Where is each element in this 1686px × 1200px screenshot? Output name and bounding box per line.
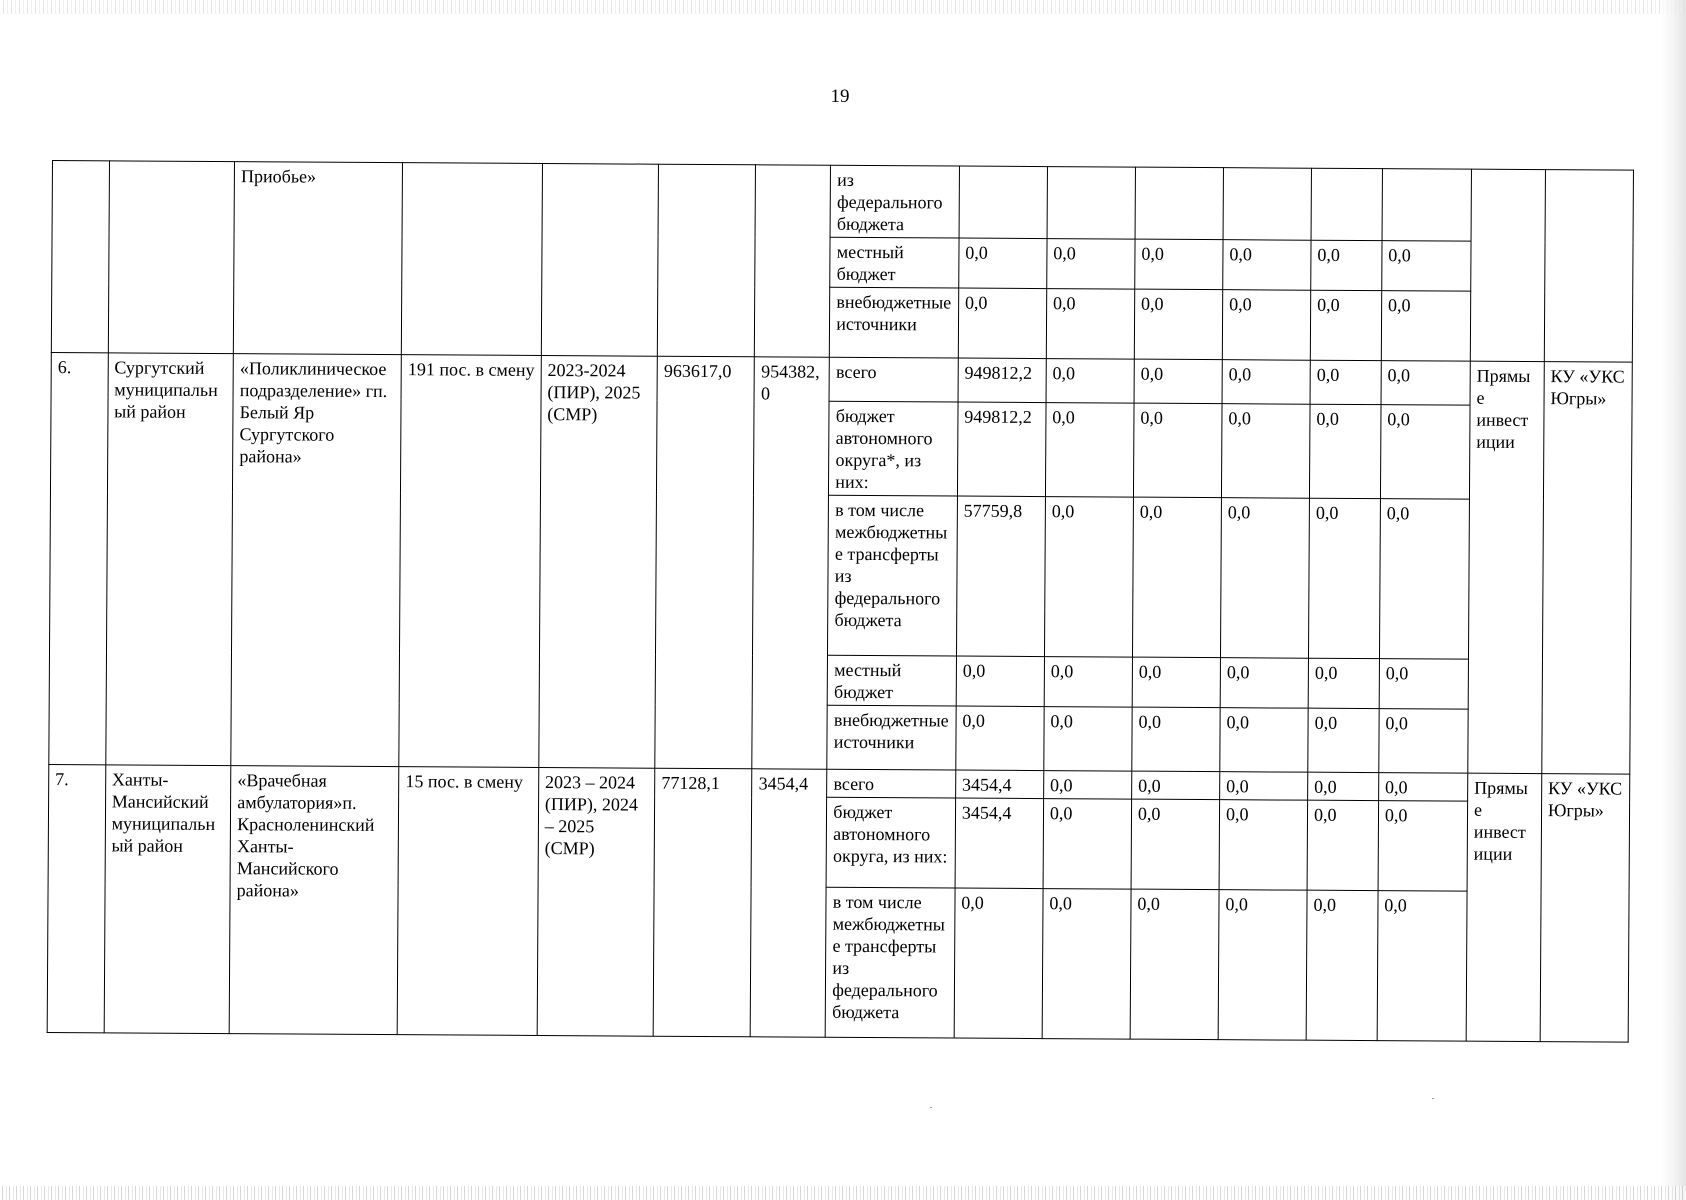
scan-bottom-edge: [0, 1186, 1686, 1200]
funding-value-cell: 0,0: [1133, 403, 1222, 498]
funding-value-cell: [1047, 167, 1135, 240]
capacity-cell: 15 пос. в смену: [397, 767, 538, 1036]
table-row: [51, 352, 1632, 406]
cost-remaining-cell: 3454,4: [751, 769, 828, 1037]
funding-source-label: из федерального бюджета: [830, 165, 959, 238]
capacity-cell: 191 пос. в смену: [399, 355, 541, 768]
funding-value-cell: 0,0: [1308, 498, 1380, 658]
funding-value-cell: 0,0: [1379, 499, 1469, 660]
funding-value-cell: 0,0: [1381, 291, 1470, 362]
table-row: [52, 161, 1633, 243]
funding-value-cell: 0,0: [1308, 772, 1379, 800]
funding-value-cell: 0,0: [1045, 403, 1134, 498]
funding-value-cell: 0,0: [1223, 240, 1311, 291]
funding-value-cell: 0,0: [1222, 290, 1310, 361]
funding-value-cell: [959, 166, 1047, 239]
funding-value-cell: 0,0: [1218, 890, 1307, 1041]
municipality-cell: Сургутский муниципальный район: [105, 353, 233, 766]
funding-source-label: в том числе межбюджетные трансферты из федерального бюджета: [825, 887, 954, 1038]
funding-value-cell: 0,0: [1046, 359, 1134, 404]
funding-value-cell: 0,0: [959, 238, 1047, 289]
funding-value-cell: 0,0: [1220, 658, 1308, 709]
funding-value-cell: 0,0: [1382, 241, 1471, 292]
funding-value-cell: 0,0: [1131, 799, 1220, 890]
funding-value-cell: 0,0: [956, 656, 1044, 707]
municipality-cell: Ханты-Мансийский муниципальный район: [104, 765, 231, 1034]
funding-value-cell: 0,0: [1306, 890, 1378, 1040]
funding-value-cell: 0,0: [1219, 800, 1308, 891]
funding-source-label: бюджет автономного округа*, из них:: [829, 401, 958, 496]
funding-value-cell: 0,0: [1308, 708, 1379, 772]
object-name-cell: «Поликлиническое подразделение» гп. Белый Яр Сургутского района»: [231, 354, 402, 767]
object-name-cell: Приобье»: [233, 162, 402, 355]
funding-value-cell: 0,0: [1042, 889, 1131, 1040]
funding-value-cell: 0,0: [1378, 773, 1467, 802]
funding-value-cell: 0,0: [1044, 657, 1132, 708]
investment-form-cell: [1470, 169, 1545, 361]
period-cell: [541, 163, 659, 356]
row-number-cell: 7.: [47, 764, 105, 1032]
cost-total-cell: [658, 164, 756, 357]
funding-value-cell: 0,0: [956, 706, 1044, 771]
funding-value-cell: 0,0: [1379, 659, 1468, 710]
funding-value-cell: [1311, 168, 1382, 240]
funding-value-cell: [1135, 167, 1223, 240]
funding-value-cell: 0,0: [1378, 801, 1468, 892]
funding-value-cell: [1223, 168, 1311, 241]
period-cell: 2023-2024 (ПИР), 2025 (СМР): [539, 355, 658, 768]
funding-value-cell: 0,0: [1134, 289, 1222, 360]
customer-cell: [1544, 170, 1633, 363]
scan-speck: [930, 1107, 932, 1108]
cost-remaining-cell: [755, 165, 831, 357]
funding-source-label: всего: [827, 769, 956, 798]
scan-speck: [1432, 1098, 1434, 1099]
funding-value-cell: 0,0: [1221, 404, 1310, 499]
funding-value-cell: 949812,2: [958, 358, 1046, 403]
customer-cell: КУ «УКС Югры»: [1542, 362, 1633, 775]
funding-value-cell: 0,0: [1132, 497, 1221, 658]
investment-form-cell: Прямые инвестиции: [1468, 361, 1544, 773]
funding-value-cell: 0,0: [1377, 891, 1467, 1042]
funding-value-cell: 3454,4: [955, 798, 1044, 889]
funding-value-cell: 0,0: [1222, 360, 1310, 405]
funding-source-label: в том числе межбюджетные трансферты из федерального бюджета: [828, 495, 958, 656]
funding-source-label: местный бюджет: [827, 655, 956, 706]
funding-value-cell: 0,0: [1044, 497, 1133, 658]
funding-value-cell: 0,0: [1132, 657, 1220, 708]
municipality-cell: [108, 161, 235, 354]
scan-right-shadow: [1660, 0, 1686, 1200]
funding-value-cell: 0,0: [1130, 889, 1219, 1040]
funding-value-cell: 57759,8: [956, 496, 1045, 657]
cost-remaining-cell: 954382,0: [752, 357, 829, 769]
funding-source-label: внебюджетные источники: [827, 705, 956, 770]
funding-value-cell: 0,0: [1047, 239, 1135, 290]
funding-value-cell: 0,0: [958, 288, 1046, 359]
funding-value-cell: 0,0: [1134, 359, 1222, 404]
row-number-cell: [51, 161, 109, 353]
funding-value-cell: 0,0: [1132, 707, 1220, 772]
funding-value-cell: 0,0: [1379, 709, 1468, 774]
funding-value-cell: 3454,4: [955, 770, 1043, 799]
funding-value-cell: [1382, 169, 1472, 242]
customer-cell: КУ «УКС Югры»: [1540, 774, 1630, 1043]
funding-value-cell: 0,0: [1135, 239, 1223, 290]
funding-value-cell: 0,0: [1043, 771, 1131, 800]
funding-value-cell: 0,0: [1220, 772, 1308, 801]
funding-value-cell: 0,0: [1380, 405, 1470, 500]
funding-source-label: бюджет автономного округа, из них:: [826, 797, 955, 888]
funding-value-cell: 0,0: [1046, 289, 1134, 360]
row-number-cell: 6.: [49, 352, 108, 764]
cost-total-cell: 77128,1: [653, 768, 752, 1037]
funding-value-cell: 0,0: [954, 888, 1043, 1039]
page-number: 19: [830, 86, 850, 107]
cost-total-cell: 963617,0: [655, 356, 755, 769]
period-cell: 2023 – 2024 (ПИР), 2024 – 2025 (СМР): [537, 767, 655, 1036]
funding-value-cell: 0,0: [1132, 771, 1220, 800]
funding-value-cell: 949812,2: [957, 402, 1046, 497]
funding-value-cell: 0,0: [1220, 708, 1308, 773]
budget-table-body: [47, 161, 1633, 1043]
funding-value-cell: 0,0: [1044, 707, 1132, 772]
funding-value-cell: 0,0: [1310, 360, 1381, 404]
investment-form-cell: Прямые инвестиции: [1466, 773, 1542, 1041]
funding-value-cell: 0,0: [1310, 290, 1381, 360]
funding-value-cell: 0,0: [1381, 361, 1470, 406]
funding-source-label: всего: [829, 357, 958, 402]
budget-table: [47, 160, 1634, 1043]
funding-value-cell: 0,0: [1307, 800, 1378, 890]
scan-top-edge: [0, 0, 1686, 14]
funding-value-cell: 0,0: [1308, 658, 1379, 708]
funding-value-cell: 0,0: [1309, 404, 1380, 498]
capacity-cell: [402, 163, 543, 356]
funding-value-cell: 0,0: [1043, 799, 1132, 890]
object-name-cell: «Врачебная амбулатория»п. Красноленинский Ханты-Мансийского района»: [229, 766, 399, 1035]
funding-value-cell: 0,0: [1220, 498, 1309, 659]
funding-source-label: внебюджетные источники: [830, 287, 959, 358]
funding-source-label: местный бюджет: [830, 237, 959, 288]
funding-value-cell: 0,0: [1311, 240, 1382, 290]
